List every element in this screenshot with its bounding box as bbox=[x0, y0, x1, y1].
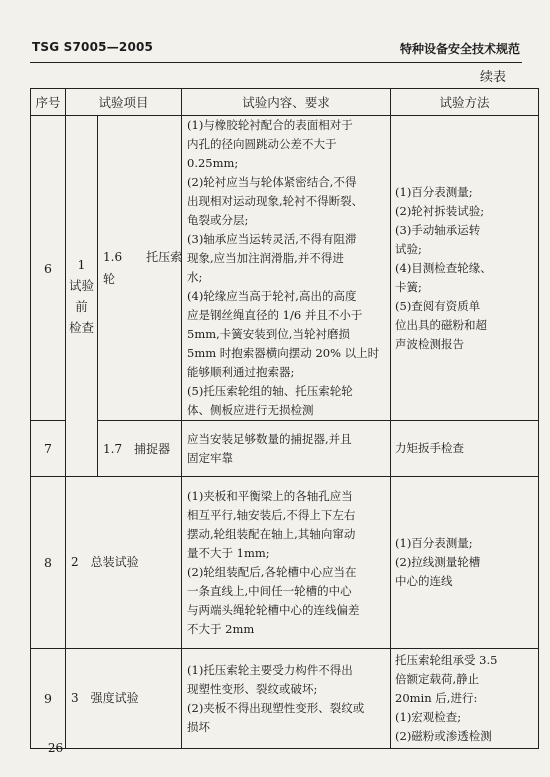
req-line: 能够顺利通过抱索器; bbox=[187, 365, 295, 379]
req-line: 0.25mm; bbox=[187, 156, 239, 170]
req-line: (2)轮组装配后,各轮槽中心应当在 bbox=[187, 564, 357, 579]
requirements-cell bbox=[182, 477, 391, 649]
row-index: 7 bbox=[31, 421, 66, 477]
running-header bbox=[30, 36, 522, 63]
method-line: (1)宏观检查; bbox=[395, 710, 462, 724]
method-cell bbox=[391, 649, 539, 749]
method-line: (1)百分表测量; bbox=[395, 536, 473, 550]
item-name-cell: 3 强度试验 bbox=[66, 649, 182, 749]
req-line: (1)夹板和平衡梁上的各轴孔应当 bbox=[187, 488, 353, 503]
main-item-line: 1 bbox=[77, 257, 86, 272]
method-line: 位出具的磁粉和超 bbox=[395, 317, 488, 332]
row-index: 8 bbox=[31, 477, 66, 649]
method-line: (1)百分表测量; bbox=[395, 184, 473, 199]
req-line: (1)与橡胶轮衬配合的表面相对于 bbox=[187, 118, 353, 132]
main-item-cell bbox=[66, 116, 98, 477]
continued-label: 续表 bbox=[479, 70, 506, 85]
method-line: (4)目测检查轮缘、 bbox=[395, 260, 492, 275]
col-header-index: 序号 bbox=[31, 89, 66, 116]
method-cell bbox=[391, 421, 539, 477]
req-line: 与两端头绳轮轮槽中心的连线偏差 bbox=[187, 602, 360, 617]
sub-item-cell bbox=[98, 421, 182, 477]
row-index: 6 bbox=[31, 116, 66, 421]
req-line: 应是钢丝绳直径的 1/6 并且不小于 bbox=[187, 308, 363, 322]
table-header-row bbox=[31, 89, 539, 116]
method-line: (2)拉线测量轮槽 bbox=[395, 555, 481, 569]
req-line: 相互平行,轴安装后,不得上下左右 bbox=[187, 507, 356, 522]
method-line: (5)查阅有资质单 bbox=[395, 298, 481, 313]
req-line: 现象,应当加注润滑脂,并不得进 bbox=[187, 251, 344, 265]
method-line: (2)磁粉或渗透检测 bbox=[395, 729, 492, 743]
standard-code: TSG S7005—2005 bbox=[32, 40, 154, 54]
sub-item-line: 1.6 托压索 bbox=[103, 250, 183, 264]
req-line: (2)夹板不得出现塑性变形、裂纹或 bbox=[187, 700, 365, 715]
requirements-cell bbox=[182, 116, 391, 421]
req-line: 不大于 2mm bbox=[187, 621, 255, 636]
page-number: — 26 — bbox=[32, 741, 79, 755]
method-cell bbox=[391, 116, 539, 421]
col-header-method: 试验方法 bbox=[391, 89, 539, 116]
table-row bbox=[31, 477, 539, 649]
sub-item-cell bbox=[98, 116, 182, 421]
req-line: 水; bbox=[187, 270, 203, 284]
method-line: 托压索轮组承受 3.5 bbox=[395, 653, 498, 667]
method-line: 中心的连线 bbox=[395, 574, 453, 588]
requirements-cell bbox=[182, 421, 391, 477]
method-line: 20min 后,进行: bbox=[395, 691, 478, 705]
req-line: (5)托压索轮组的轴、托压索轮轮 bbox=[187, 384, 353, 398]
method-line: 力矩扳手检查 bbox=[395, 441, 465, 455]
col-header-item: 试验项目 bbox=[66, 89, 182, 116]
method-line: 声波检测报告 bbox=[395, 336, 465, 351]
table-row bbox=[31, 116, 539, 421]
main-item-line: 检查 bbox=[68, 320, 94, 335]
req-line: (3)轴承应当运转灵活,不得有阻滞 bbox=[187, 232, 357, 246]
sub-item-line: 轮 bbox=[103, 272, 116, 286]
req-line: 固定牢靠 bbox=[187, 450, 234, 465]
table-row bbox=[31, 421, 539, 477]
method-line: (3)手动轴承运转 bbox=[395, 222, 481, 237]
requirements-cell bbox=[182, 649, 391, 749]
req-line: 现塑性变形、裂纹或破坏; bbox=[187, 681, 318, 696]
method-line: (2)轮衬拆装试验; bbox=[395, 203, 485, 218]
req-line: 龟裂或分层; bbox=[187, 213, 249, 227]
test-spec-table bbox=[30, 88, 539, 749]
main-item-line: 试验 bbox=[68, 278, 94, 293]
req-line: 一条直线上,中间任一轮槽的中心 bbox=[187, 583, 352, 598]
req-line: 5mm,卡簧安装到位,当轮衬磨损 bbox=[187, 327, 350, 341]
req-line: 内孔的径向圆跳动公差不大于 bbox=[187, 137, 337, 151]
method-cell bbox=[391, 477, 539, 649]
req-line: 体、侧板应进行无损检测 bbox=[187, 403, 314, 417]
req-line: (4)轮缘应当高于轮衬,高出的高度 bbox=[187, 289, 357, 303]
method-line: 倍额定载荷,静止 bbox=[395, 672, 480, 686]
req-line: 量不大于 1mm; bbox=[187, 545, 270, 560]
item-name-cell: 2 总装试验 bbox=[66, 477, 182, 649]
req-line: 摆动,轮组装配在轴上,其轴向窜动 bbox=[187, 526, 356, 541]
req-line: (2)轮衬应当与轮体紧密结合,不得 bbox=[187, 175, 357, 189]
req-line: 出现相对运动现象,轮衬不得断裂、 bbox=[187, 194, 364, 208]
req-line: (1)托压索轮主要受力构件不得出 bbox=[187, 662, 353, 677]
document-series-title: 特种设备安全技术规范 bbox=[399, 42, 520, 56]
method-line: 卡簧; bbox=[395, 279, 422, 294]
req-line: 5mm 时抱索器横向摆动 20% 以上时 bbox=[187, 346, 380, 360]
req-line: 应当安装足够数量的捕捉器,并且 bbox=[187, 431, 352, 446]
sub-item-line: 1.7 捕捉器 bbox=[103, 441, 171, 456]
col-header-requirements: 试验内容、要求 bbox=[182, 89, 391, 116]
method-line: 试验; bbox=[395, 241, 422, 256]
main-item-line: 前 bbox=[75, 299, 88, 314]
row-index: 9 bbox=[31, 649, 66, 749]
req-line: 损坏 bbox=[187, 719, 211, 734]
table-row bbox=[31, 649, 539, 749]
